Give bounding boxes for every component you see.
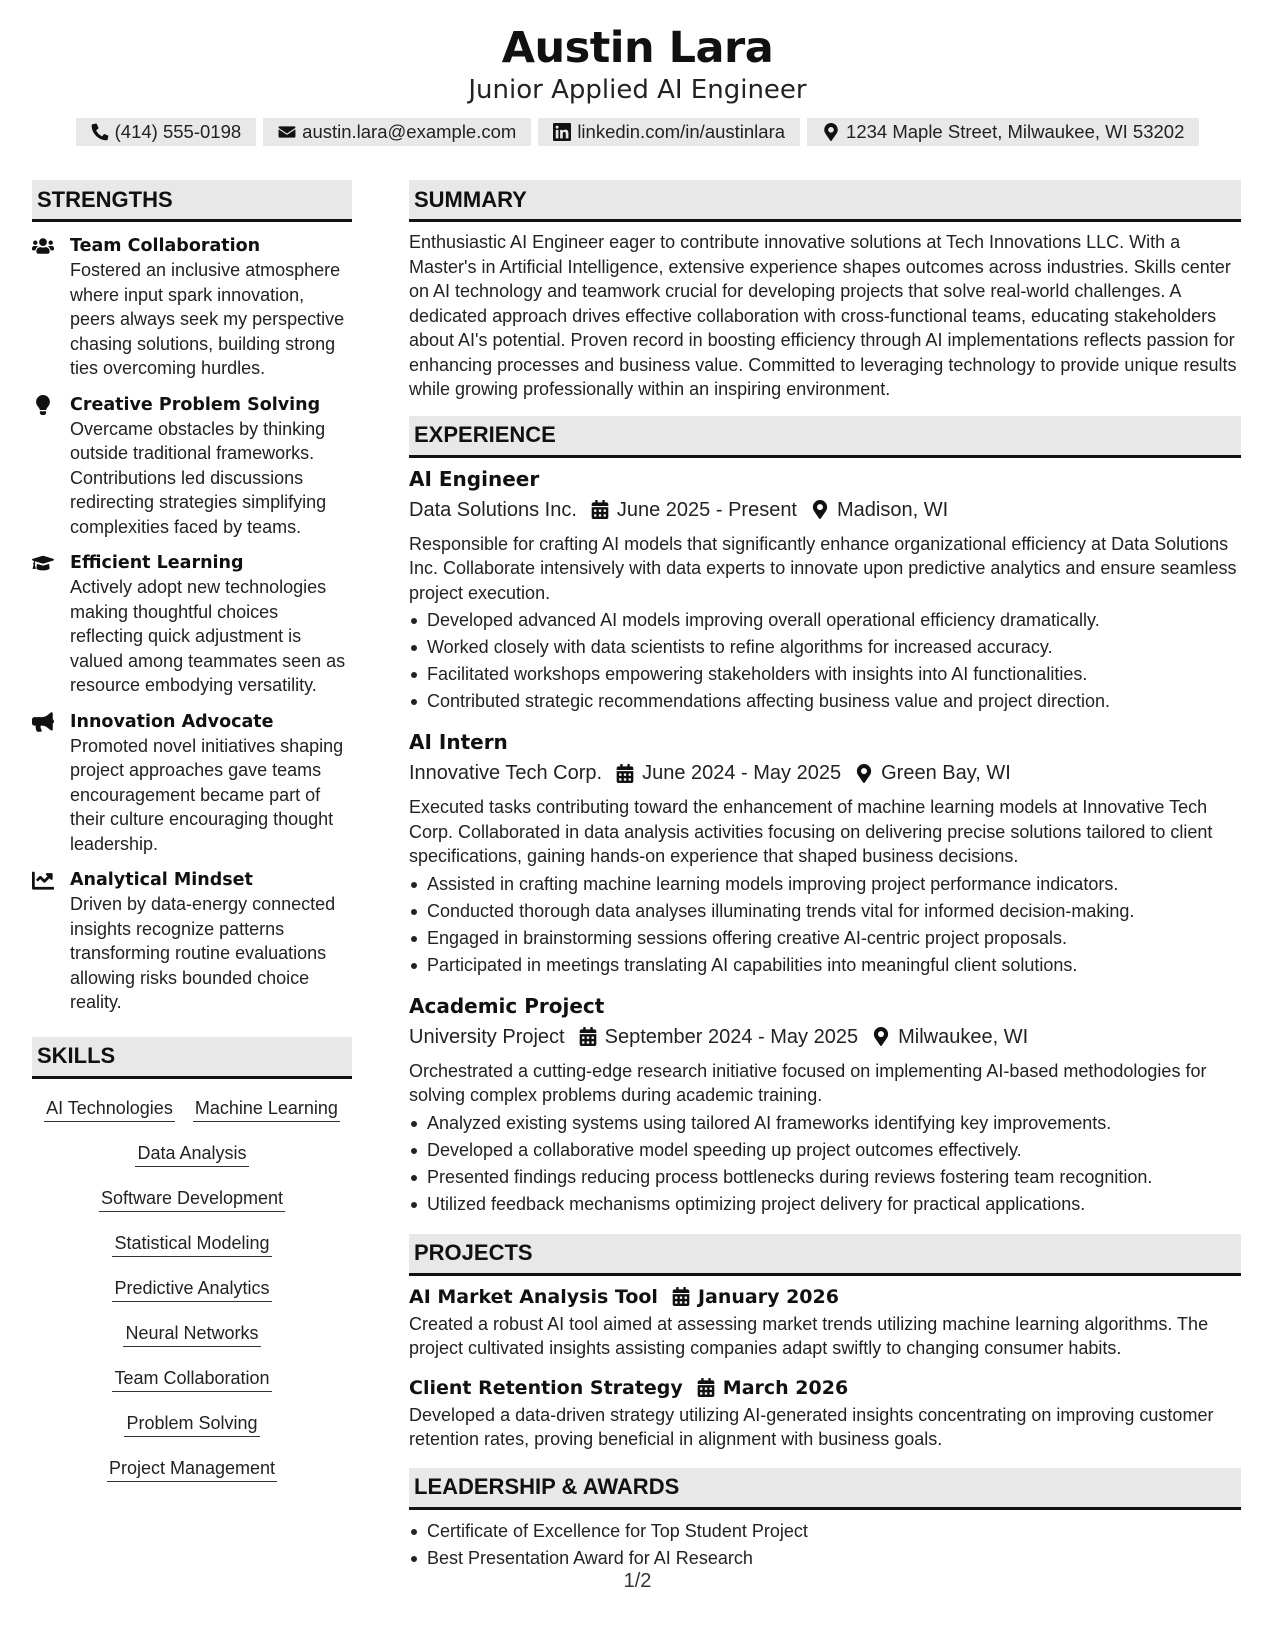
megaphone-icon bbox=[32, 712, 54, 732]
strength-desc: Promoted novel initiatives shaping project approaches gave teams encouragement became part of their culture encouraging thought leadership. bbox=[70, 735, 344, 854]
project-date: January 2026 bbox=[697, 1285, 839, 1308]
strength-item bbox=[32, 393, 352, 540]
list-item: Best Presentation Award for AI Research bbox=[409, 1545, 1241, 1572]
contact-address-text: 1234 Maple Street, Milwaukee, WI 53202 bbox=[846, 121, 1185, 142]
job-meta bbox=[409, 496, 1241, 524]
experience-heading: EXPERIENCE bbox=[409, 416, 1241, 458]
contact-phone-text: (414) 555-0198 bbox=[114, 121, 242, 142]
job-bullets bbox=[409, 1110, 1241, 1218]
contact-phone[interactable] bbox=[76, 118, 257, 146]
project-entry bbox=[409, 1284, 1241, 1361]
job-dates: June 2024 - May 2025 bbox=[642, 762, 842, 784]
strengths-heading: STRENGTHS bbox=[32, 180, 352, 222]
skill-tag: AI Technologies bbox=[44, 1097, 175, 1122]
job-dates: September 2024 - May 2025 bbox=[604, 1025, 859, 1048]
strength-desc: Driven by data-energy connected insights recognize patterns transforming routine evaluations allowing risks bounded choice reality. bbox=[70, 894, 336, 1012]
job-description: Executed tasks contributing toward the enhancement of machine learning models at Innovative Tech Corp. Collaborated in data analysis activities focusing on delivering precise solutions tailored to client specifications, gaining hands-on experience that shaped business decisions. bbox=[409, 797, 1213, 866]
job-location: Madison, WI bbox=[837, 498, 949, 521]
skills-list bbox=[32, 1097, 352, 1482]
job-description: Orchestrated a cutting-edge research initiative focused on implementing AI-based methodologies for solving complex problems during academic training. bbox=[409, 1060, 1207, 1105]
skill-tag: Machine Learning bbox=[193, 1097, 340, 1122]
projects-heading: PROJECTS bbox=[409, 1234, 1241, 1276]
project-title: AI Market Analysis Tool bbox=[409, 1285, 658, 1308]
strength-desc: Actively adopt new technologies making thoughtful choices reflecting quick adjustment is valued among teammates seen as resource embodying versatility. bbox=[70, 577, 346, 695]
project-header bbox=[409, 1375, 1241, 1401]
skill-tag: Predictive Analytics bbox=[112, 1277, 271, 1302]
calendar-icon bbox=[591, 500, 609, 519]
contact-linkedin-text: linkedin.com/in/austinlara bbox=[577, 121, 786, 142]
job-entry bbox=[409, 466, 1241, 716]
phone-icon bbox=[91, 123, 109, 141]
job-location: Green Bay, WI bbox=[881, 762, 1011, 784]
project-title: Client Retention Strategy bbox=[409, 1376, 683, 1399]
skill-tag: Problem Solving bbox=[124, 1412, 259, 1437]
job-entry bbox=[409, 993, 1241, 1218]
skill-tag: Statistical Modeling bbox=[112, 1232, 271, 1257]
strength-title: Innovation Advocate bbox=[70, 711, 274, 732]
strength-item bbox=[32, 868, 352, 1015]
calendar-icon bbox=[672, 1287, 690, 1306]
person-name: Austin Lara bbox=[501, 23, 774, 73]
list-item: Developed advanced AI models improving overall operational efficiency dramatically. bbox=[409, 607, 1241, 634]
lightbulb-icon bbox=[32, 395, 54, 415]
calendar-icon bbox=[697, 1378, 715, 1397]
project-description: Developed a data-driven strategy utilizing AI-generated insights concentrating on improving customer retention rates, proving beneficial in alignment with business goals. bbox=[409, 1404, 1214, 1449]
list-item: Conducted thorough data analyses illuminating trends vital for informed decision-making. bbox=[409, 898, 1241, 925]
skill-tag: Neural Networks bbox=[123, 1322, 260, 1347]
contact-email[interactable] bbox=[263, 118, 531, 146]
strength-item bbox=[32, 710, 352, 857]
job-bullets bbox=[409, 871, 1241, 979]
job-title: Junior Applied AI Engineer bbox=[468, 75, 807, 105]
job-role: AI Intern bbox=[409, 730, 508, 754]
strength-title: Efficient Learning bbox=[70, 553, 244, 573]
envelope-icon bbox=[278, 123, 296, 141]
list-item: Certificate of Excellence for Top Student Project bbox=[409, 1518, 1241, 1545]
list-item: Presented findings reducing process bottlenecks during reviews fostering team recognition. bbox=[409, 1164, 1241, 1191]
job-company: University Project bbox=[409, 1025, 565, 1048]
strength-desc: Fostered an inclusive atmosphere where input spark innovation, peers always seek my perspective chasing solutions, building strong ties overcoming hurdles. bbox=[70, 260, 345, 378]
strength-title: Team Collaboration bbox=[70, 236, 261, 256]
awards-list bbox=[409, 1518, 1241, 1572]
job-company: Innovative Tech Corp. bbox=[409, 762, 603, 784]
job-bullets bbox=[409, 607, 1241, 715]
contact-bar bbox=[0, 118, 1275, 146]
map-pin-icon bbox=[811, 500, 829, 519]
strength-item bbox=[32, 234, 352, 381]
job-description: Responsible for crafting AI models that significantly enhance organizational efficiency at Data Solutions Inc. Collaborate intensively with data experts to innovate upon predictive analytics and ensure seamless project execution. bbox=[409, 533, 1237, 603]
list-item: Utilized feedback mechanisms optimizing project delivery for practical applications. bbox=[409, 1191, 1241, 1218]
list-item: Developed a collaborative model speeding up project outcomes effectively. bbox=[409, 1137, 1241, 1164]
skill-tag: Project Management bbox=[107, 1457, 277, 1482]
chart-line-icon bbox=[32, 870, 54, 890]
graduation-cap-icon bbox=[32, 553, 54, 573]
project-entry bbox=[409, 1375, 1241, 1452]
resume-header bbox=[0, 0, 1275, 146]
page-number: 1/2 bbox=[623, 1570, 652, 1592]
map-pin-icon bbox=[855, 764, 873, 783]
project-header bbox=[409, 1284, 1241, 1310]
job-location: Milwaukee, WI bbox=[898, 1025, 1029, 1048]
skill-tag: Team Collaboration bbox=[112, 1367, 271, 1392]
job-role: Academic Project bbox=[409, 993, 605, 1018]
left-column bbox=[32, 180, 352, 1482]
contact-email-text: austin.lara@example.com bbox=[302, 121, 517, 142]
users-icon bbox=[32, 236, 54, 256]
project-description: Created a robust AI tool aimed at assessing market trends utilizing machine learning algorithms. The project cultivated insights assisting companies adapt swiftly to changing consumer habits. bbox=[409, 1313, 1209, 1358]
strength-title: Analytical Mindset bbox=[70, 870, 253, 890]
skill-tag: Software Development bbox=[99, 1187, 285, 1212]
skill-tag: Data Analysis bbox=[135, 1142, 248, 1167]
awards-heading: LEADERSHIP & AWARDS bbox=[409, 1468, 1241, 1510]
strength-title: Creative Problem Solving bbox=[70, 394, 321, 415]
map-pin-icon bbox=[872, 1027, 890, 1046]
project-date: March 2026 bbox=[722, 1376, 849, 1399]
job-entry bbox=[409, 729, 1241, 979]
contact-address bbox=[807, 118, 1199, 146]
strength-desc: Overcame obstacles by thinking outside traditional frameworks. Contributions led discussions redirecting strategies simplifying complexities faced by teams. bbox=[70, 418, 327, 537]
calendar-icon bbox=[579, 1027, 597, 1046]
summary-heading: SUMMARY bbox=[409, 180, 1241, 222]
list-item: Participated in meetings translating AI capabilities into meaningful client solutions. bbox=[409, 952, 1241, 979]
list-item: Contributed strategic recommendations affecting business value and project direction. bbox=[409, 688, 1241, 715]
contact-linkedin[interactable] bbox=[538, 118, 800, 146]
right-column bbox=[409, 180, 1241, 1572]
job-role: AI Engineer bbox=[409, 466, 540, 491]
skills-heading: SKILLS bbox=[32, 1037, 352, 1079]
calendar-icon bbox=[616, 764, 634, 783]
list-item: Analyzed existing systems using tailored AI frameworks identifying key improvements. bbox=[409, 1110, 1241, 1137]
summary-text: Enthusiastic AI Engineer eager to contribute innovative solutions at Tech Innovations LLC. With a Master's in Artificial Intelligence, extensive experience shapes outcomes across industries. Skills center on AI technology and teamwork crucial for developing projects that solve real-world challenges. A dedicated approach drives effective collaboration with cross-functional teams, educating stakeholders about AI's potential. Proven record in boosting efficiency through AI implementations reflects passion for enhancing processes and business value. Committed to leveraging technology to provide unique results while growing professionally within an inspiring environment. bbox=[409, 232, 1237, 399]
job-meta bbox=[409, 759, 1241, 787]
strength-item bbox=[32, 551, 352, 698]
list-item: Facilitated workshops empowering stakeholders with insights into AI functionalities. bbox=[409, 661, 1241, 688]
list-item: Engaged in brainstorming sessions offering creative AI-centric project proposals. bbox=[409, 925, 1241, 952]
job-meta bbox=[409, 1023, 1241, 1051]
list-item: Assisted in crafting machine learning models improving project performance indicators. bbox=[409, 871, 1241, 898]
map-pin-icon bbox=[822, 123, 840, 141]
linkedin-icon bbox=[553, 123, 571, 141]
job-company: Data Solutions Inc. bbox=[409, 498, 577, 521]
list-item: Worked closely with data scientists to refine algorithms for increased accuracy. bbox=[409, 634, 1241, 661]
job-dates: June 2025 - Present bbox=[616, 498, 797, 521]
